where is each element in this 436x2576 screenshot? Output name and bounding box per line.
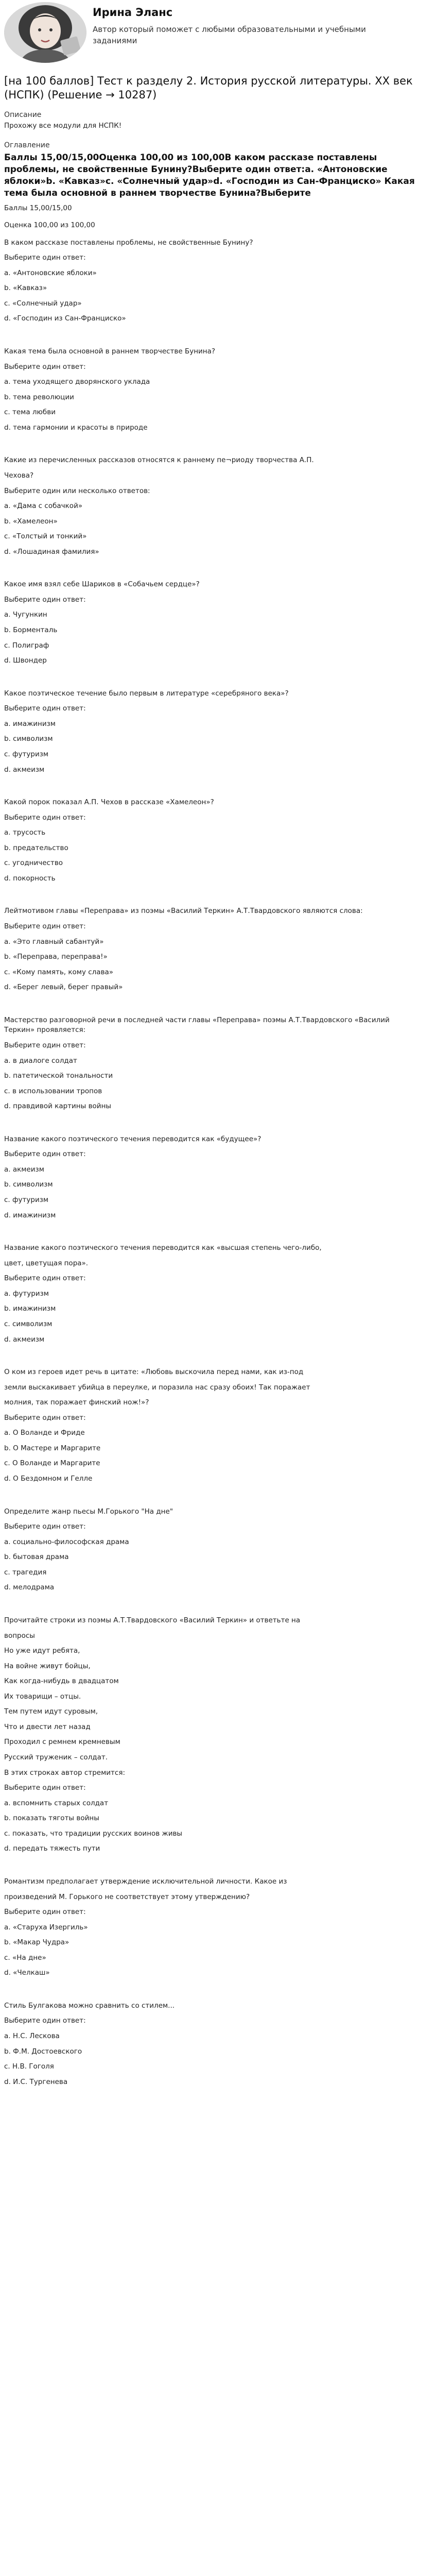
answer-option: c. в использовании тропов xyxy=(4,1087,102,1095)
answer-option: c. угодничество xyxy=(4,859,63,868)
answer-option: c. символизм xyxy=(4,1319,53,1328)
answer-option: a. О Воланде и Фриде xyxy=(4,1429,85,1437)
answer-option: b. предательство xyxy=(4,843,68,852)
answer-option: a. акмеизм xyxy=(4,1165,44,1174)
answer-option: c. «Толстый и тонкий» xyxy=(4,532,87,541)
answer-option: b. тема революции xyxy=(4,393,74,401)
author-description: Автор который поможет с любыми образовательными и учебными заданиями xyxy=(93,25,366,45)
answer-option: b. Борменталь xyxy=(4,626,58,634)
question-text-line: Романтизм предполагает утверждение исключительной личности. Какое из xyxy=(4,1877,287,1886)
question-block xyxy=(4,347,417,433)
answer-option: d. мелодрама xyxy=(4,1583,55,1592)
question-text-line: Выберите один ответ: xyxy=(4,362,86,371)
question-block xyxy=(4,689,417,775)
question-text-line: произведений М. Горького не соответствует этому утверждению? xyxy=(4,1892,250,1901)
author-block xyxy=(4,0,417,66)
question-text-line: Выберите один ответ: xyxy=(4,704,86,713)
answer-option: d. акмеизм xyxy=(4,765,45,774)
question-text-line: Но уже идут ребята, xyxy=(4,1647,80,1655)
question-text-line: земли выскакивает убийца в переулке, и поразила нас сразу обоих! Так поражает xyxy=(4,1383,310,1392)
question-text-line: Выберите один ответ: xyxy=(4,1150,86,1159)
question-text-line: Выберите один ответ: xyxy=(4,813,86,822)
question-text-line: Чехова? xyxy=(4,471,34,480)
answer-option: d. правдивой картины войны xyxy=(4,1102,112,1111)
answer-option: c. тема любви xyxy=(4,408,56,417)
score-line: Баллы 15,00/15,00 xyxy=(4,204,72,212)
answer-option: d. «Челкаш» xyxy=(4,1969,50,1977)
answer-option: d. покорность xyxy=(4,874,56,883)
answer-option: c. Н.В. Гоголя xyxy=(4,2062,54,2071)
questions-list xyxy=(4,238,417,2088)
question-block xyxy=(4,906,417,992)
question-text-line: Выберите один ответ: xyxy=(4,253,86,262)
answer-option: c. Полиграф xyxy=(4,641,49,650)
answer-option: a. «Старуха Изергиль» xyxy=(4,1923,88,1931)
author-info xyxy=(93,2,396,47)
question-text-line: Какое поэтическое течение было первым в литературе «серебряного века»? xyxy=(4,689,289,698)
author-avatar[interactable] xyxy=(4,2,86,63)
answer-option: b. показать тяготы войны xyxy=(4,1814,99,1823)
answer-option: b. имажинизм xyxy=(4,1304,56,1313)
answer-option: d. И.С. Тургенева xyxy=(4,2077,68,2086)
question-text-line: Их товарищи – отцы. xyxy=(4,1692,81,1701)
question-text-line: В каком рассказе поставлены проблемы, не свойственные Бунину? xyxy=(4,238,253,247)
question-text-line: Выберите один ответ: xyxy=(4,1413,86,1422)
answer-option: d. имажинизм xyxy=(4,1211,56,1219)
answer-option: a. трусость xyxy=(4,828,46,837)
question-text-line: цвет, цветущая пора». xyxy=(4,1259,89,1267)
question-block xyxy=(4,798,417,884)
answer-option: a. Чугункин xyxy=(4,611,47,619)
answer-option: a. в диалоге солдат xyxy=(4,1056,77,1065)
answer-option: d. передать тяжесть пути xyxy=(4,1844,100,1853)
answer-option: b. «Хамелеон» xyxy=(4,517,58,526)
question-block xyxy=(4,238,417,324)
question-block xyxy=(4,455,417,557)
answer-option: b. О Мастере и Маргарите xyxy=(4,1444,101,1452)
author-name[interactable]: Ирина Эланс xyxy=(93,6,173,19)
question-text-line: Какой порок показал А.П. Чехов в рассказе «Хамелеон»? xyxy=(4,798,214,807)
answer-option: b. «Макар Чудра» xyxy=(4,1938,69,1947)
answer-option: d. тема гармонии и красоты в природе xyxy=(4,423,148,432)
question-block xyxy=(4,1877,417,1978)
answer-option: b. Ф.М. Достоевского xyxy=(4,2047,82,2056)
question-text-line: Выберите один ответ: xyxy=(4,1041,86,1049)
question-block xyxy=(4,2001,417,2087)
question-text-line: О ком из героев идет речь в цитате: «Любовь выскочила перед нами, как из-под xyxy=(4,1368,304,1377)
question-text-line: На войне живут бойцы, xyxy=(4,1662,91,1670)
answer-option: c. «На дне» xyxy=(4,1953,46,1962)
question-text-line: Выберите один ответ: xyxy=(4,1784,86,1792)
answer-option: a. Н.С. Лескова xyxy=(4,2032,60,2040)
page-title: [на 100 баллов] Тест к разделу 2. История русской литературы. XX век (НСПК) (Решение → 10287) xyxy=(4,75,413,101)
question-text-line: Какая тема была основной в раннем творчестве Бунина? xyxy=(4,347,216,355)
question-block xyxy=(4,1134,417,1221)
question-text-line: молния, так поражает финский нож!»? xyxy=(4,1398,149,1407)
answer-option: c. футуризм xyxy=(4,1196,49,1204)
answer-option: c. О Воланде и Маргарите xyxy=(4,1459,100,1468)
answer-option: d. «Господин из Сан-Франциско» xyxy=(4,314,126,323)
question-text-line: Лейтмотивом главы «Переправа» из поэмы «Василий Теркин» А.Т.Твардовского являются слова: xyxy=(4,907,363,916)
toc-label: Оглавление xyxy=(4,141,50,150)
answer-option: b. символизм xyxy=(4,1180,53,1189)
answer-option: a. «Антоновские яблоки» xyxy=(4,268,97,277)
question-text-line: Определите жанр пьесы М.Горького "На дне" xyxy=(4,1507,173,1516)
answer-option: b. «Переправа, переправа!» xyxy=(4,953,108,961)
answer-option: a. «Это главный сабантуй» xyxy=(4,937,104,946)
answer-option: a. социально-философская драма xyxy=(4,1537,129,1546)
answer-option: b. бытовая драма xyxy=(4,1553,69,1562)
avatar-portrait-icon xyxy=(4,2,86,63)
answer-option: c. трагедия xyxy=(4,1568,47,1577)
answer-option: a. «Дама с собачкой» xyxy=(4,502,83,511)
question-text-line: Проходил с ремнем кремневым xyxy=(4,1738,120,1747)
question-text-line: Выберите один ответ: xyxy=(4,1274,86,1283)
question-text-line: Название какого поэтического течения переводится как «будущее»? xyxy=(4,1134,261,1143)
toc-summary: Баллы 15,00/15,00Оценка 100,00 из 100,00В каком рассказе поставлены проблемы, не свойственные Бунину?Выберите один ответ:a. «Антоновские яблоки»b. «Кавказ»c. «Солнечный удар»d. «Господин из Сан-Франциско» Какая тема была основной в раннем творчестве Бунина?Выберите xyxy=(4,152,415,198)
answer-option: a. тема уходящего дворянского уклада xyxy=(4,378,150,386)
question-text-line: вопросы xyxy=(4,1631,35,1640)
description-label: Описание xyxy=(4,110,42,119)
description-text: Прохожу все модули для НСПК! xyxy=(4,121,122,130)
question-text-line: В этих строках автор стремится: xyxy=(4,1768,125,1777)
answer-option: c. «Солнечный удар» xyxy=(4,299,82,308)
answer-option: c. показать, что традиции русских воинов живы xyxy=(4,1829,183,1838)
question-block xyxy=(4,1015,417,1112)
answer-option: a. футуризм xyxy=(4,1289,49,1298)
question-text-line: Как когда-нибудь в двадцатом xyxy=(4,1677,119,1686)
answer-option: c. футуризм xyxy=(4,750,49,758)
answer-option: d. О Бездомном и Гелле xyxy=(4,1475,93,1483)
question-text-line: Выберите один ответ: xyxy=(4,1522,86,1531)
answer-option: d. «Лошадиная фамилия» xyxy=(4,547,99,556)
answer-option: b. патетической тональности xyxy=(4,1072,113,1080)
question-block xyxy=(4,1507,417,1593)
question-text-line: Выберите один ответ: xyxy=(4,595,86,604)
question-text-line: Что и двести лет назад xyxy=(4,1722,91,1731)
question-block xyxy=(4,1243,417,1345)
answer-option: b. «Кавказ» xyxy=(4,284,47,293)
answer-option: a. имажинизм xyxy=(4,719,56,728)
question-text-line: Выберите один ответ: xyxy=(4,1908,86,1917)
answer-option: d. Швондер xyxy=(4,656,47,665)
answer-option: d. «Берег левый, берег правый» xyxy=(4,983,123,992)
question-text-line: Выберите один или несколько ответов: xyxy=(4,486,150,495)
answer-option: c. «Кому память, кому слава» xyxy=(4,968,114,976)
question-text-line: Тем путем идут суровым, xyxy=(4,1707,98,1716)
grade-line: Оценка 100,00 из 100,00 xyxy=(4,221,95,230)
question-text-line: Какие из перечисленных рассказов относятся к раннему пе¬риоду творчества А.П. xyxy=(4,456,314,465)
question-text-line: Русский труженик – солдат. xyxy=(4,1753,108,1761)
question-text-line: Выберите один ответ: xyxy=(4,2016,86,2025)
answer-option: a. вспомнить старых солдат xyxy=(4,1799,109,1807)
question-block xyxy=(4,580,417,666)
question-text-line: Выберите один ответ: xyxy=(4,922,86,930)
question-text-line: Какое имя взял себе Шариков в «Собачьем сердце»? xyxy=(4,580,200,589)
question-text-line: Мастерство разговорной речи в последней части главы «Переправа» поэмы А.Т.Твардовского «Василий Теркин» проявляется: xyxy=(4,1015,390,1035)
question-text-line: Стиль Булгакова можно сравнить со стилем... xyxy=(4,2001,175,2010)
question-text-line: Прочитайте строки из поэмы А.Т.Твардовского «Василий Теркин» и ответьте на xyxy=(4,1616,301,1624)
answer-option: d. акмеизм xyxy=(4,1335,45,1344)
question-block xyxy=(4,1367,417,1484)
answer-option: b. символизм xyxy=(4,735,53,743)
question-block xyxy=(4,1616,417,1854)
question-text-line: Название какого поэтического течения переводится как «высшая степень чего-либо, xyxy=(4,1244,322,1252)
